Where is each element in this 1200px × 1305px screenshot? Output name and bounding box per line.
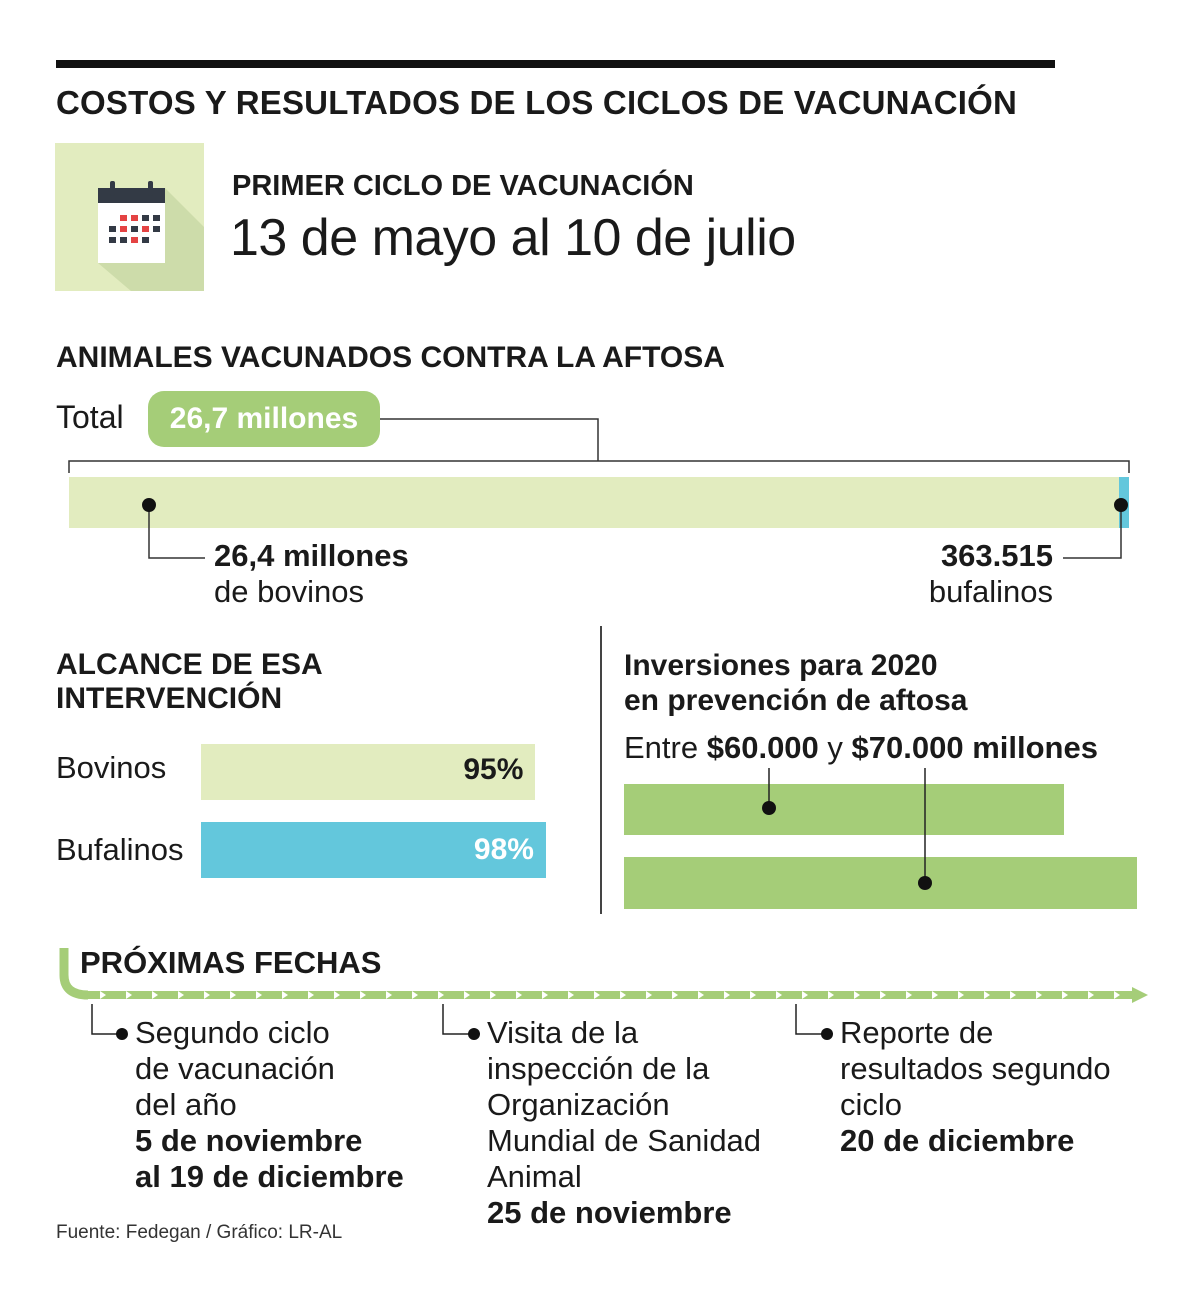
event-1-marker: [116, 1028, 128, 1040]
event-1-date: al 19 de diciembre: [135, 1159, 404, 1194]
event-3: [840, 1015, 1111, 1159]
event-1-line: Segundo ciclo: [135, 1015, 330, 1050]
bufalinos-coverage-value: 98%: [473, 833, 534, 866]
event-1: [135, 1015, 404, 1195]
bovinos-coverage-value: 95%: [463, 753, 524, 786]
range-prefix: Entre: [624, 730, 699, 765]
bovinos-category: Bovinos: [56, 750, 167, 785]
total-badge: 26,7 millones: [148, 391, 380, 447]
event-2-leader: [443, 1004, 474, 1034]
event-2-line: Animal: [487, 1159, 582, 1194]
bufalinos-category: Bufalinos: [56, 832, 184, 867]
event-1-date: 5 de noviembre: [135, 1123, 363, 1158]
source-credit: Fuente: Fedegan / Gráfico: LR-AL: [56, 1222, 343, 1243]
event-3-line: Reporte de: [840, 1015, 994, 1050]
event-2-line: Visita de la: [487, 1015, 639, 1050]
bufalinos-sublabel: bufalinos: [928, 574, 1053, 609]
timeline-bar: [86, 991, 1140, 999]
event-1-line: de vacunación: [135, 1051, 335, 1086]
alcance-title: ALCANCE DE ESA INTERVENCIÓN: [56, 648, 322, 715]
investment-title-line-2: en prevención de aftosa: [624, 684, 968, 717]
event-2-marker: [468, 1028, 480, 1040]
event-3-date: 20 de diciembre: [840, 1123, 1075, 1158]
range-min: $60.000: [706, 730, 819, 765]
timeline-arrowhead: [1132, 987, 1148, 1003]
event-2-line: Organización: [487, 1087, 670, 1122]
event-2-line: inspección de la: [487, 1051, 710, 1086]
event-3-line: ciclo: [840, 1087, 903, 1122]
range-joiner: y: [827, 730, 843, 765]
animals-chart-title: ANIMALES VACUNADOS CONTRA LA AFTOSA: [56, 341, 725, 374]
main-title: COSTOS Y RESULTADOS DE LOS CICLOS DE VACUNACIÓN: [56, 84, 1018, 121]
event-1-line: del año: [135, 1087, 237, 1122]
bovinos-value: 26,4 millones: [214, 538, 409, 573]
cycle-dates: 13 de mayo al 10 de julio: [230, 209, 796, 267]
event-3-marker: [821, 1028, 833, 1040]
bufalinos-value: 363.515: [940, 538, 1053, 573]
total-label: Total: [56, 399, 124, 435]
event-2-date: 25 de noviembre: [487, 1195, 732, 1230]
event-3-line: resultados segundo: [840, 1051, 1111, 1086]
range-max: $70.000 millones: [851, 730, 1098, 765]
bovinos-sublabel: de bovinos: [214, 574, 364, 609]
event-2: [487, 1015, 761, 1231]
investment-title-line-1: Inversiones para 2020: [624, 649, 938, 682]
event-2-line: Mundial de Sanidad: [487, 1123, 762, 1158]
event-1-leader: [92, 1004, 122, 1034]
event-3-leader: [796, 1004, 827, 1034]
cycle-label: PRIMER CICLO DE VACUNACIÓN: [232, 170, 694, 202]
upcoming-title: PRÓXIMAS FECHAS: [80, 945, 382, 980]
